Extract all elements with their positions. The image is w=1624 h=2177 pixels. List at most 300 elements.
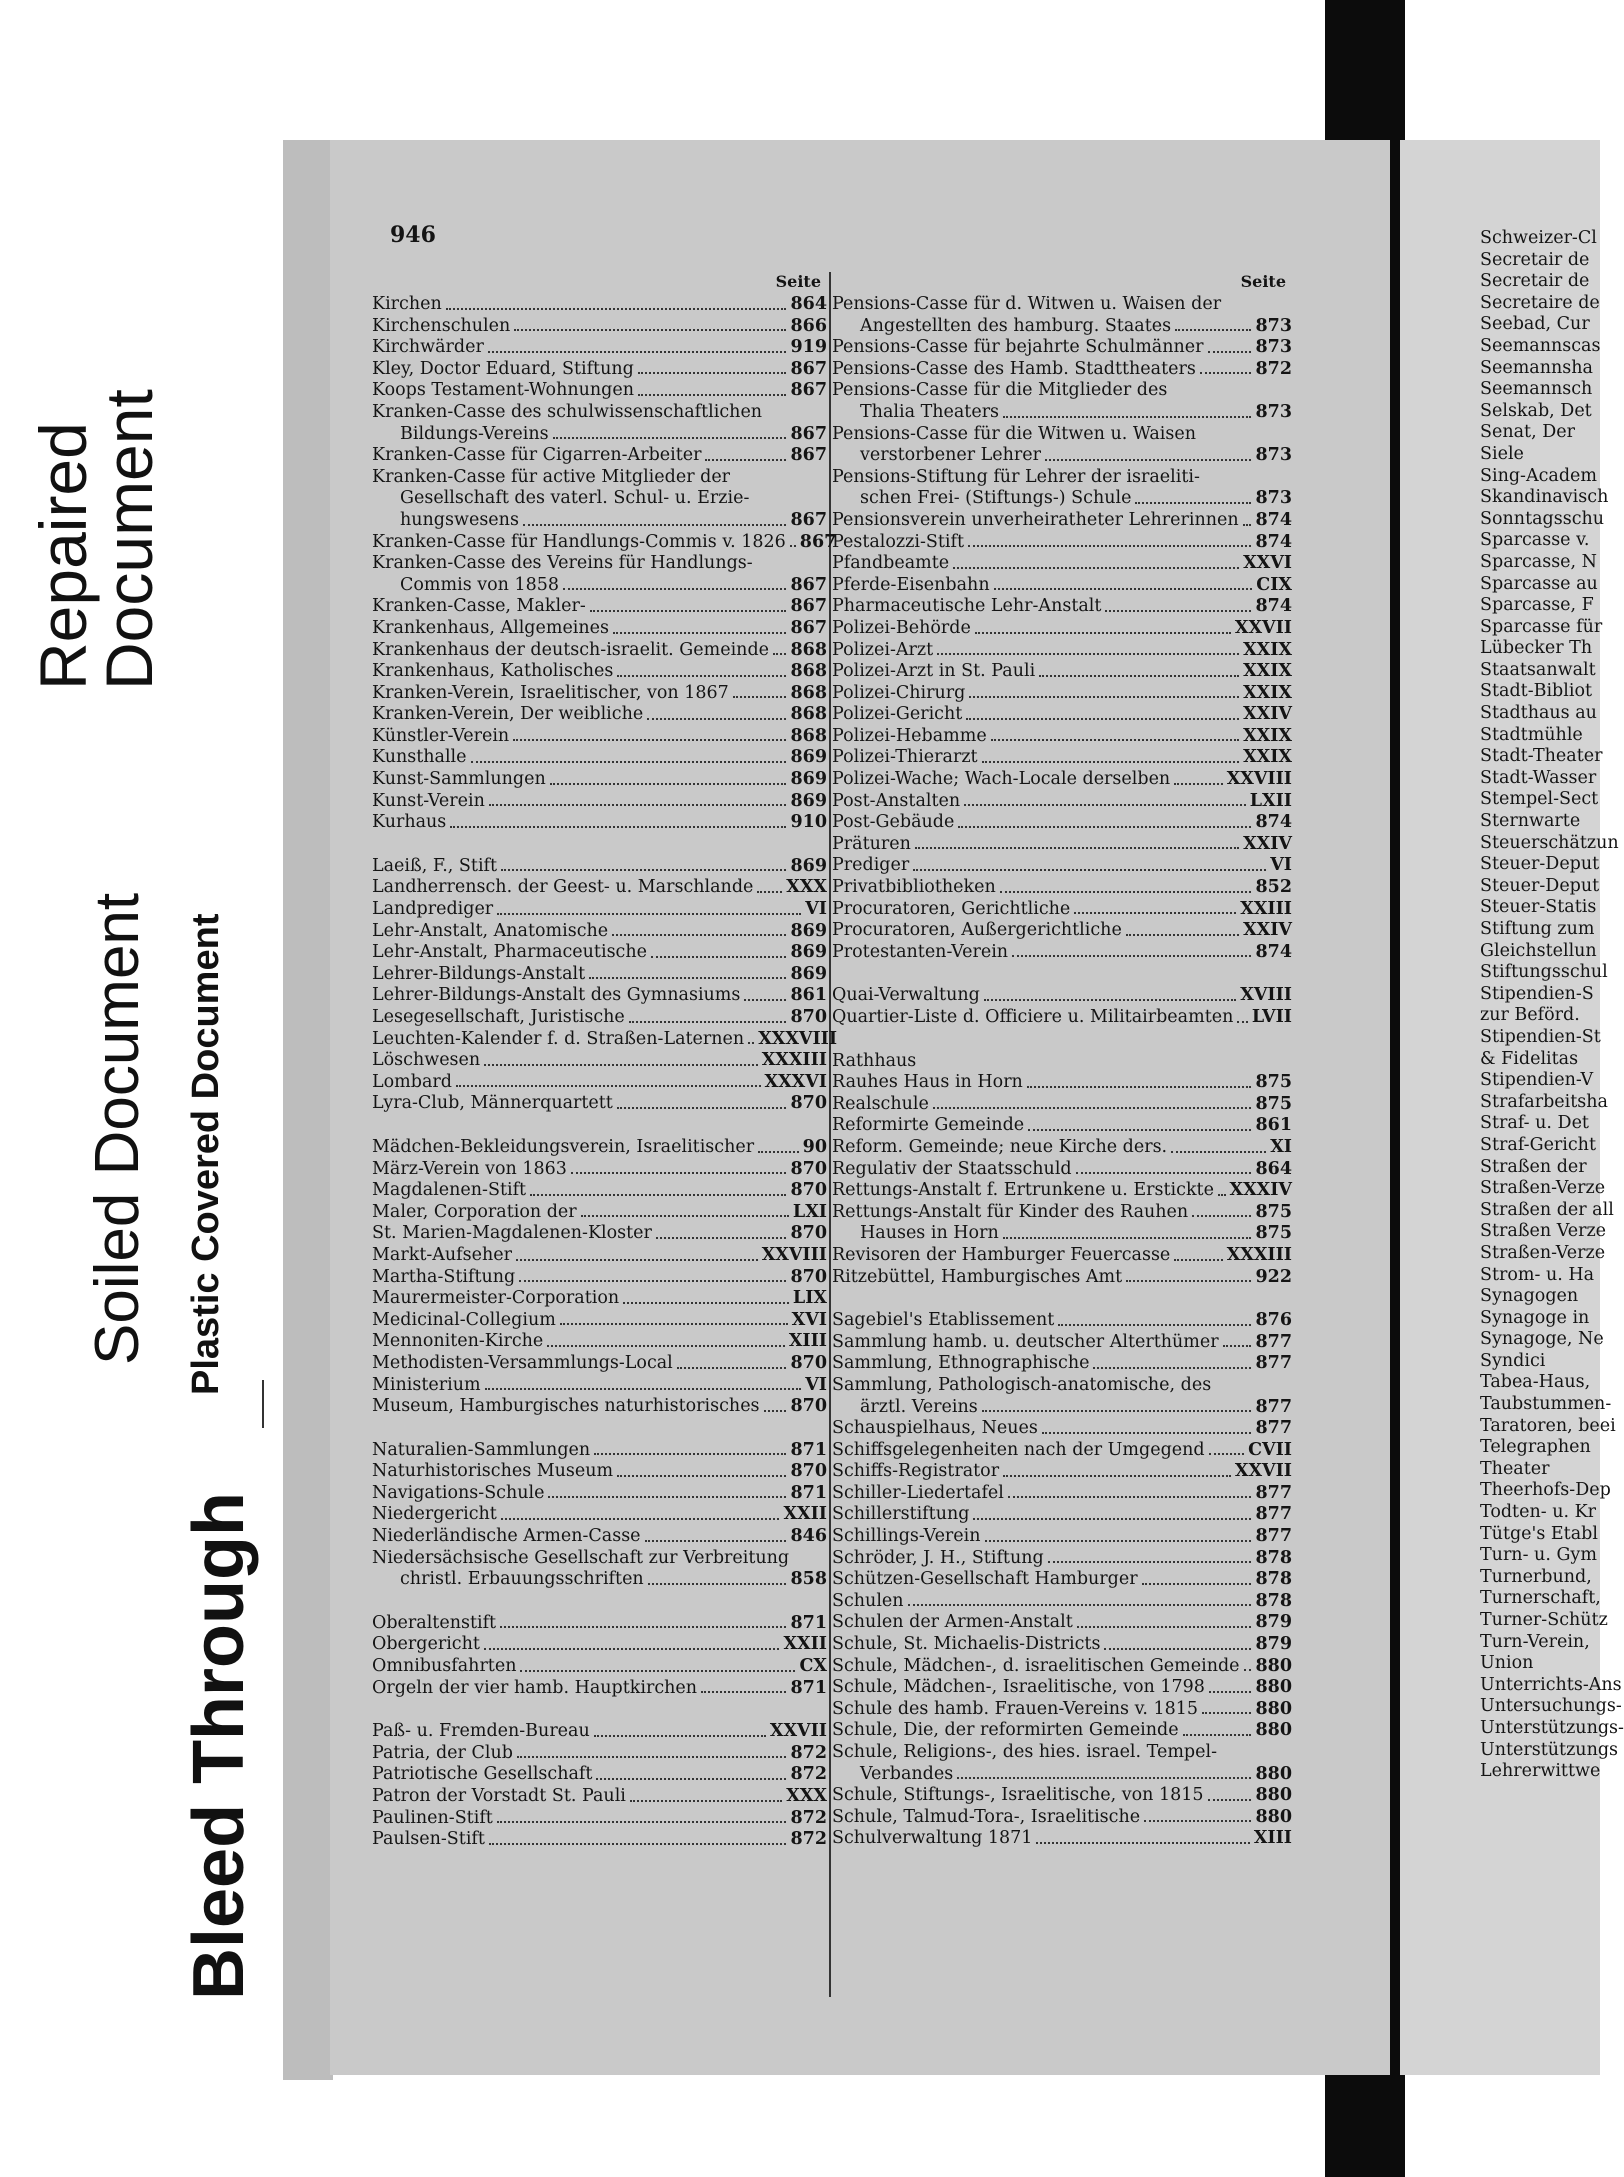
entry-page-ref: XXII [783, 1504, 827, 1525]
entry-title: Paß- u. Fremden-Bureau [372, 1721, 590, 1742]
entry-page-ref: XXVII [769, 1721, 827, 1742]
entry-title: verstorbener Lehrer [860, 445, 1041, 466]
dot-leader [514, 329, 786, 331]
index-entry [372, 359, 827, 381]
entry-page-ref: 870 [790, 1396, 827, 1417]
index-entry [832, 704, 1292, 726]
entry-title: Naturalien-Sammlungen [372, 1439, 591, 1460]
index-entry [372, 964, 827, 986]
dot-leader [560, 1323, 788, 1325]
dot-leader [758, 1151, 799, 1153]
dot-leader [645, 1540, 787, 1542]
entry-page-ref: XXVII [1234, 1461, 1292, 1482]
entry-title: Schiffsgelegenheiten nach der Umgegend [832, 1439, 1205, 1460]
dot-leader [651, 956, 786, 958]
entry-page-ref: XXVI [1243, 553, 1292, 574]
page-stack-edge [283, 140, 333, 2080]
entry-title: Museum, Hamburgisches naturhistorisches [372, 1396, 760, 1417]
entry-title: Commis von 1858 [400, 574, 560, 595]
entry-title: Procuratoren, Gerichtliche [832, 898, 1071, 919]
index-entry [832, 1353, 1292, 1375]
dot-leader [638, 394, 786, 396]
dot-leader [1027, 1086, 1252, 1088]
facing-page-line: Synagogen [1480, 1286, 1579, 1307]
dot-leader [523, 524, 787, 526]
facing-page-line: Siele [1480, 443, 1524, 464]
facing-page-line: Stipendien-St [1480, 1026, 1601, 1047]
index-entry [372, 1829, 827, 1851]
entry-page-ref: 877 [1255, 1504, 1292, 1525]
dot-leader [1144, 1820, 1251, 1822]
entry-title: Kunsthalle [372, 747, 467, 768]
index-entry [372, 942, 827, 964]
index-entry [832, 1807, 1292, 1829]
index-entry [832, 402, 1292, 424]
entry-title: Schillings-Verein [832, 1526, 981, 1547]
index-column-right [832, 272, 1292, 1850]
entry-title: Polizei-Thierarzt [832, 747, 978, 768]
entry-page-ref: 867 [790, 509, 827, 530]
index-entry [832, 380, 1292, 402]
entry-page-ref: LXII [1249, 790, 1292, 811]
dot-leader [617, 1107, 787, 1109]
dot-leader [1192, 1215, 1251, 1217]
facing-page-line: Seebad, Cur [1480, 314, 1590, 335]
dot-leader [513, 739, 786, 741]
entry-page-ref: CIX [1256, 574, 1292, 595]
entry-page-ref: XXXIII [761, 1050, 827, 1071]
dot-leader [1008, 1496, 1252, 1498]
entry-title: Sammlung hamb. u. deutscher Alterthümer [832, 1331, 1219, 1352]
entry-title: Kirchen [372, 294, 442, 314]
entry-page-ref: 858 [790, 1569, 827, 1590]
entry-title: Ministerium [372, 1374, 481, 1395]
facing-page-line: Strafarbeitsha [1480, 1091, 1608, 1112]
entry-page-ref: 870 [790, 1007, 827, 1027]
entry-title: Niedersächsische Gesellschaft zur Verbreitung [372, 1547, 790, 1568]
dot-leader [629, 1021, 787, 1023]
entry-page-ref: XVI [791, 1309, 827, 1330]
index-entry [372, 402, 827, 424]
index-entry [372, 683, 827, 705]
index-entry [832, 1828, 1292, 1850]
entry-page-ref: 872 [790, 1829, 827, 1850]
entry-title: Lehr-Anstalt, Anatomische [372, 920, 609, 941]
entry-page-ref: 878 [1255, 1590, 1292, 1611]
entry-title: Sammlung, Pathologisch-anatomische, des [832, 1374, 1212, 1395]
dot-leader [677, 1367, 787, 1369]
entry-title: Pensions-Casse für d. Witwen u. Waisen der [832, 294, 1222, 314]
index-entry [832, 1504, 1292, 1526]
facing-page-line: Stipendien-S [1480, 983, 1594, 1004]
entry-page-ref: VI [805, 1374, 827, 1395]
dot-leader [638, 372, 787, 374]
dot-leader [1208, 351, 1252, 353]
facing-page-line: Strom- u. Ha [1480, 1264, 1595, 1285]
index-entry [372, 1159, 827, 1181]
index-entry [372, 488, 827, 510]
entry-page-ref: 870 [790, 1266, 827, 1287]
entry-title: Landherrensch. der Geest- u. Marschlande [372, 877, 754, 898]
index-entry [832, 575, 1292, 597]
dot-leader [1012, 955, 1251, 957]
entry-title: Bildungs-Vereins [400, 423, 549, 444]
entry-title: Martha-Stiftung [372, 1266, 516, 1287]
dot-leader [630, 1800, 782, 1802]
dot-leader [613, 632, 786, 634]
entry-title: Orgeln der vier hamb. Hauptkirchen [372, 1677, 698, 1698]
entry-title: Pensions-Casse des Hamb. Stadttheaters [832, 358, 1196, 379]
facing-page-line: Stadt-Wasser [1480, 767, 1597, 788]
dot-leader [1003, 416, 1251, 418]
entry-title: Omnibusfahrten [372, 1656, 517, 1677]
entry-title: Kranken-Casse für active Mitglieder der [372, 466, 731, 487]
dot-leader [908, 1604, 1252, 1606]
dot-leader [623, 1302, 789, 1304]
dot-leader [764, 1410, 787, 1412]
index-entry [832, 359, 1292, 381]
index-entry [832, 1418, 1292, 1440]
entry-title: Pfandbeamte [832, 553, 950, 574]
dot-leader [500, 1626, 786, 1628]
entry-page-ref: LIX [792, 1288, 827, 1309]
entry-title: Schule des hamb. Frauen-Vereins v. 1815 [832, 1698, 1199, 1719]
entry-title: Schiller-Liedertafel [832, 1482, 1004, 1503]
entry-page-ref: 870 [790, 1223, 827, 1244]
facing-page-line: Staatsanwalt [1480, 659, 1596, 680]
entry-title: schen Frei- (Stiftungs-) Schule [860, 488, 1132, 509]
dot-leader [991, 739, 1239, 741]
facing-page-line: Untersuchungs- [1480, 1696, 1622, 1717]
index-entry [832, 1612, 1292, 1634]
facing-page-line: Turnerschaft, [1480, 1588, 1601, 1609]
facing-page-line: Steuer-Statis [1480, 897, 1597, 918]
index-entry [372, 1202, 827, 1224]
entry-page-ref: 871 [790, 1482, 827, 1503]
entry-title: Präturen [832, 833, 911, 854]
index-entry [832, 855, 1292, 877]
entry-page-ref: 872 [790, 1807, 827, 1828]
entry-page-ref: XVIII [1240, 985, 1292, 1006]
entry-title: Löschwesen [372, 1050, 481, 1071]
index-entry [372, 1569, 827, 1591]
index-entry [832, 1548, 1292, 1570]
entry-page-ref: 872 [790, 1742, 827, 1763]
facing-page-line: Turn- u. Gym [1480, 1545, 1597, 1566]
entry-page-ref: LXI [792, 1201, 827, 1222]
entry-page-ref: XXVII [1234, 617, 1292, 638]
entry-page-ref: 869 [790, 942, 827, 963]
dot-leader [471, 761, 787, 763]
entry-title: Kirchwärder [372, 337, 484, 358]
entry-page-ref: XXIX [1243, 682, 1292, 703]
dot-leader [517, 1756, 787, 1758]
entry-list-left [372, 294, 838, 1851]
entry-page-ref: 910 [790, 812, 827, 833]
facing-page-line: Steuerschätzun [1480, 832, 1619, 853]
index-entry [832, 510, 1292, 532]
index-entry [832, 1267, 1292, 1289]
entry-page-ref: 880 [1255, 1698, 1292, 1719]
facing-page-line: Straf- u. Det [1480, 1113, 1589, 1134]
index-entry [832, 1764, 1292, 1786]
entry-page-ref: 877 [1255, 1418, 1292, 1439]
section-gap [372, 1591, 827, 1613]
facing-page-line: Stempel-Sect [1480, 789, 1599, 810]
facing-page-line: Straßen der all [1480, 1199, 1614, 1220]
dot-leader [501, 869, 786, 871]
index-entry [832, 1332, 1292, 1354]
dot-leader [705, 459, 786, 461]
entry-title: Schule, Mädchen-, d. israelitischen Gemeinde [832, 1655, 1240, 1676]
index-entry [832, 812, 1292, 834]
dot-leader [1202, 1712, 1251, 1714]
dot-leader [596, 1778, 786, 1780]
index-entry [832, 726, 1292, 748]
index-entry [372, 1331, 827, 1353]
column-header: Seite [775, 272, 821, 291]
entry-title: Prediger [832, 855, 910, 876]
dot-leader [915, 847, 1239, 849]
entry-title: Polizei-Wache; Wach-Locale derselben [832, 769, 1171, 790]
entry-page-ref: 919 [790, 337, 827, 358]
dot-leader [563, 588, 786, 590]
index-entry [832, 1699, 1292, 1721]
index-entry [832, 1072, 1292, 1094]
index-entry [372, 1223, 827, 1245]
dot-leader [571, 1172, 787, 1174]
facing-page-line: Straßen-Verze [1480, 1178, 1606, 1199]
index-entry [832, 747, 1292, 769]
index-entry [372, 1634, 827, 1656]
dot-leader [617, 675, 786, 677]
dot-leader [581, 1215, 789, 1217]
entry-page-ref: 868 [790, 661, 827, 682]
entry-title: Krankenhaus, Katholisches [372, 661, 614, 682]
dot-leader [982, 761, 1240, 763]
entry-page-ref: 873 [1255, 401, 1292, 422]
entry-title: Schule, Mädchen-, Israelitische, von 1798 [832, 1677, 1205, 1698]
index-entry [372, 531, 837, 554]
index-entry [832, 316, 1292, 338]
entry-title: Maurermeister-Corporation [372, 1288, 620, 1309]
facing-page-line: Telegraphen [1480, 1437, 1591, 1458]
index-entry [372, 1613, 827, 1635]
facing-page-line: Turn-Verein, [1480, 1631, 1590, 1652]
index-entry [372, 445, 827, 467]
entry-title: Krankenhaus der deutsch-israelit. Gemeinde [372, 639, 770, 660]
entry-page-ref: 869 [790, 963, 827, 984]
entry-page-ref: 870 [790, 1093, 827, 1114]
index-entry [832, 532, 1292, 554]
index-entry [372, 380, 827, 402]
entry-title: Koops Testament-Wohnungen [372, 380, 634, 401]
entry-page-ref: XXII [783, 1634, 827, 1655]
entry-page-ref: 878 [1255, 1547, 1292, 1568]
facing-page-fragment [1400, 140, 1624, 2075]
entry-title: Pensions-Casse für bejahrte Schulmänner [832, 337, 1204, 358]
dot-leader [1174, 783, 1223, 785]
index-entry [832, 1440, 1292, 1462]
entry-title: Kley, Doctor Eduard, Stiftung [372, 358, 634, 379]
entry-page-ref: XXXIII [1226, 1244, 1292, 1265]
facing-page-line: Stiftungsschul [1480, 962, 1608, 983]
facing-page-line: Synagoge, Ne [1480, 1329, 1604, 1350]
entry-page-ref: 870 [790, 1461, 827, 1482]
entry-title: Thalia Theaters [860, 401, 1000, 422]
entry-title: Kranken-Casse für Handlungs-Commis v. 1826 [372, 531, 786, 552]
entry-page-ref: 875 [1255, 1201, 1292, 1222]
dot-leader [1003, 1237, 1252, 1239]
dot-leader [1000, 891, 1252, 893]
index-entry [832, 920, 1292, 942]
section-gap [832, 963, 1292, 985]
facing-page-line: Turnerbund, [1480, 1566, 1592, 1587]
index-entry [372, 877, 827, 899]
index-entry [832, 877, 1292, 899]
entry-title: Lehr-Anstalt, Pharmaceutische [372, 942, 647, 963]
dot-leader [1208, 1799, 1252, 1801]
entry-title: Post-Anstalten [832, 790, 961, 811]
dot-leader [450, 826, 786, 828]
entry-page-ref: 874 [1255, 812, 1292, 833]
index-entry [372, 1808, 827, 1830]
dot-leader [964, 804, 1246, 806]
index-entry [372, 1245, 827, 1267]
index-entry [832, 1007, 1292, 1029]
facing-page-line: Schweizer-Cl [1480, 228, 1597, 248]
index-entry [372, 1721, 827, 1743]
facing-page-line: Sparcasse v. [1480, 530, 1590, 551]
entry-page-ref: XXIV [1243, 833, 1292, 854]
section-gap [372, 834, 827, 856]
entry-page-ref: XI [1270, 1136, 1292, 1157]
entry-title: Leuchten-Kalender f. d. Straßen-Laternen [372, 1028, 745, 1049]
section-gap [372, 1115, 827, 1137]
index-entry [832, 899, 1292, 921]
entry-page-ref: 880 [1255, 1655, 1292, 1676]
entry-title: Kirchenschulen [372, 315, 511, 336]
index-entry [372, 1504, 827, 1526]
entry-title: Patriotische Gesellschaft [372, 1764, 593, 1785]
dot-leader [733, 696, 787, 698]
dot-leader [957, 1777, 1251, 1779]
entry-title: Paulsen-Stift [372, 1829, 485, 1850]
index-entry [372, 769, 827, 791]
index-entry [832, 1742, 1292, 1764]
section-gap [832, 1029, 1292, 1051]
entry-title: Ritzebüttel, Hamburgisches Amt [832, 1266, 1123, 1287]
facing-page-line: Stipendien-V [1480, 1070, 1594, 1091]
entry-page-ref: 873 [1255, 315, 1292, 336]
dot-leader [1171, 1151, 1266, 1153]
entry-title: Laeiß, F., Stift [372, 855, 498, 876]
index-entry [832, 424, 1292, 446]
facing-page-line: Unterstützungs [1480, 1739, 1619, 1760]
index-entry [372, 856, 827, 878]
entry-title: Angestellten des hamburg. Staates [860, 315, 1172, 336]
index-entry [372, 1764, 827, 1786]
facing-page-line: Sternwarte [1480, 811, 1581, 832]
index-entry [372, 726, 827, 748]
entry-title: Pferde-Eisenbahn [832, 574, 990, 595]
dot-leader [1104, 1648, 1251, 1650]
divider-line [262, 1380, 264, 1428]
entry-title: Methodisten-Versammlungs-Local [372, 1352, 673, 1373]
facing-page-line: & Fidelitas [1480, 1048, 1579, 1069]
entry-title: Lesegesellschaft, Juristische [372, 1007, 625, 1027]
entry-title: Polizei-Behörde [832, 617, 971, 638]
dot-leader [1039, 675, 1239, 677]
index-entry [832, 1180, 1292, 1202]
entry-page-ref: 880 [1255, 1677, 1292, 1698]
entry-page-ref: 874 [1255, 941, 1292, 962]
entry-title: Patron der Vorstadt St. Pauli [372, 1786, 626, 1806]
entry-page-ref: XXIX [1243, 725, 1292, 746]
dot-leader [1074, 912, 1236, 914]
index-entry [372, 640, 827, 662]
index-entry [372, 661, 827, 683]
entry-page-ref: 873 [1255, 488, 1292, 509]
index-entry [832, 1375, 1292, 1397]
index-entry [372, 1483, 827, 1505]
dot-leader [548, 1496, 786, 1498]
dot-leader [982, 1410, 1252, 1412]
index-entry [372, 618, 827, 640]
dot-leader [1142, 1583, 1252, 1585]
entry-page-ref: 869 [790, 920, 827, 941]
entry-title: Regulativ der Staatsschuld [832, 1158, 1072, 1179]
dot-leader [489, 804, 787, 806]
dot-leader [975, 632, 1231, 634]
index-entry [832, 445, 1292, 467]
entry-title: Schule, Die, der reformirten Gemeinde [832, 1720, 1179, 1741]
facing-page-line: Seemannsha [1480, 357, 1593, 378]
facing-page-line: Syndici [1480, 1350, 1546, 1371]
dot-leader [648, 1583, 787, 1585]
facing-page-line: Sparcasse für [1480, 616, 1603, 637]
page-number: 946 [390, 222, 436, 248]
index-entry [832, 1785, 1292, 1807]
index-entry [832, 1656, 1292, 1678]
entry-page-ref: 880 [1255, 1763, 1292, 1784]
entry-page-ref: 867 [799, 531, 837, 552]
entry-page-ref: LVII [1251, 1007, 1292, 1027]
index-entry [372, 1548, 827, 1570]
entry-title: Schauspielhaus, Neues [832, 1418, 1038, 1439]
entry-title: Protestanten-Verein [832, 941, 1009, 962]
index-entry [372, 899, 827, 921]
index-entry [372, 596, 827, 618]
entry-page-ref: 870 [790, 1180, 827, 1201]
index-entry [372, 1137, 827, 1159]
entry-page-ref: 880 [1255, 1720, 1292, 1741]
entry-page-ref: 873 [1255, 445, 1292, 466]
entry-page-ref: 867 [790, 445, 827, 466]
dot-leader [516, 1259, 758, 1261]
facing-page-line: Secretair de [1480, 249, 1590, 270]
index-entry [832, 1591, 1292, 1613]
dot-leader [488, 351, 787, 353]
index-entry [832, 1202, 1292, 1224]
entry-title: Schulen [832, 1590, 904, 1611]
entry-title: Obergericht [372, 1634, 480, 1655]
facing-page-line: Unterstützungs- [1480, 1717, 1624, 1738]
entry-title: Schulverwaltung 1871 [832, 1828, 1033, 1849]
facing-page-line: Straßen Verze [1480, 1221, 1607, 1242]
entry-page-ref: XXIX [1243, 639, 1292, 660]
dot-leader [933, 1107, 1252, 1109]
